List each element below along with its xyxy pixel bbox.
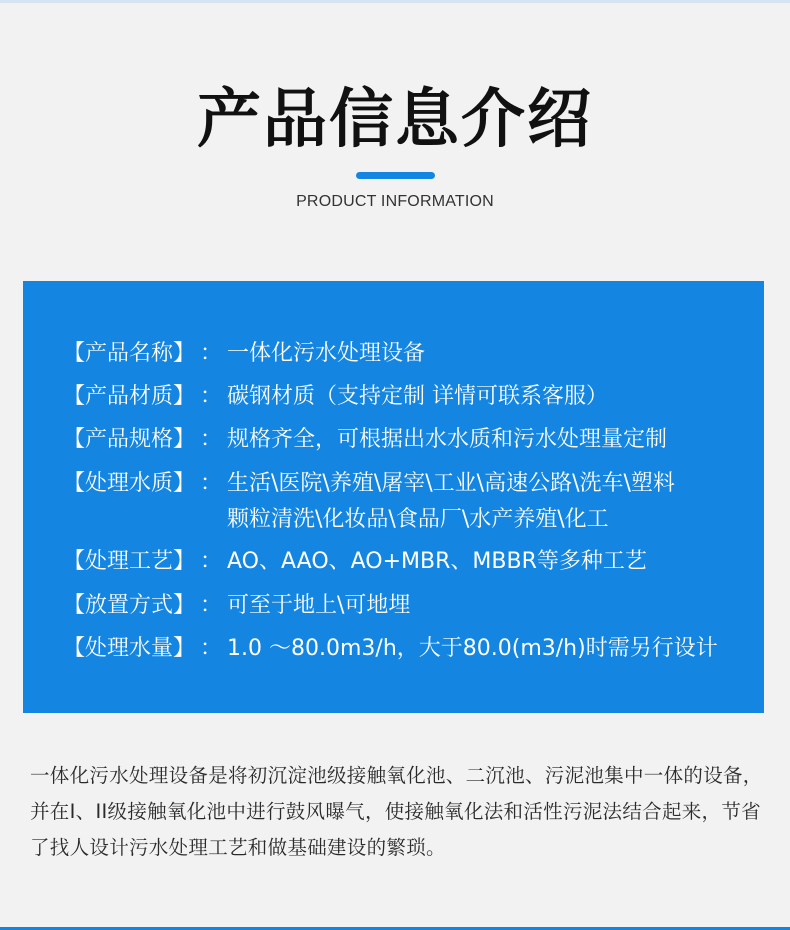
info-value: 可至于地上\可地埋 [227,593,411,618]
info-label: 【处理水量】 [63,636,196,661]
info-label: 【产品规格】 [63,427,196,452]
info-row-name [63,336,425,372]
top-divider [0,0,790,3]
page-subtitle: PRODUCT INFORMATION [296,193,494,210]
page-title: 产品信息介绍 [197,83,593,157]
info-colon: ： [200,549,223,574]
info-value: AO、AAO、AO+MBR、MBBR等多种工艺 [227,549,647,574]
info-row-capacity [63,631,718,667]
info-colon: ： [200,384,223,409]
info-value: 生活\医院\养殖\屠宰\工业\高速公路\洗车\塑料 颗粒清洗\化妆品\食品厂\水产养殖\化工 [227,471,675,532]
product-description: 一体化污水处理设备是将初沉淀池级接触氧化池、二沉池、污泥池集中一体的设备，并在I、II级接触氧化池中进行鼓风曝气，使接触氧化法和活性污泥法结合起来，节省了找人设计污水处理工艺和做基础建设的繁琐。 [30,764,763,859]
info-value: 碳钢材质（支持定制 详情可联系客服） [227,384,609,409]
info-colon: ： [200,341,223,366]
info-row-placement [63,588,410,624]
info-label: 【处理水质】 [63,471,196,496]
info-value: 1.0 ～80.0m3/h，大于80.0(m3/h)时需另行设计 [227,636,718,661]
info-colon: ： [200,593,223,618]
product-info-panel [23,281,764,713]
info-colon: ： [200,636,223,661]
title-underline-bar [356,172,435,179]
info-row-spec [63,422,667,458]
info-label: 【产品名称】 [63,341,196,366]
info-colon: ： [200,471,223,496]
info-colon: ： [200,427,223,452]
info-row-water-quality [63,466,675,538]
info-label: 【处理工艺】 [63,549,196,574]
info-row-process [63,544,647,580]
info-value: 一体化污水处理设备 [227,341,426,366]
info-label: 【放置方式】 [63,593,196,618]
info-row-material [63,379,608,415]
info-value: 规格齐全，可根据出水水质和污水处理量定制 [227,427,668,452]
info-label: 【产品材质】 [63,384,196,409]
